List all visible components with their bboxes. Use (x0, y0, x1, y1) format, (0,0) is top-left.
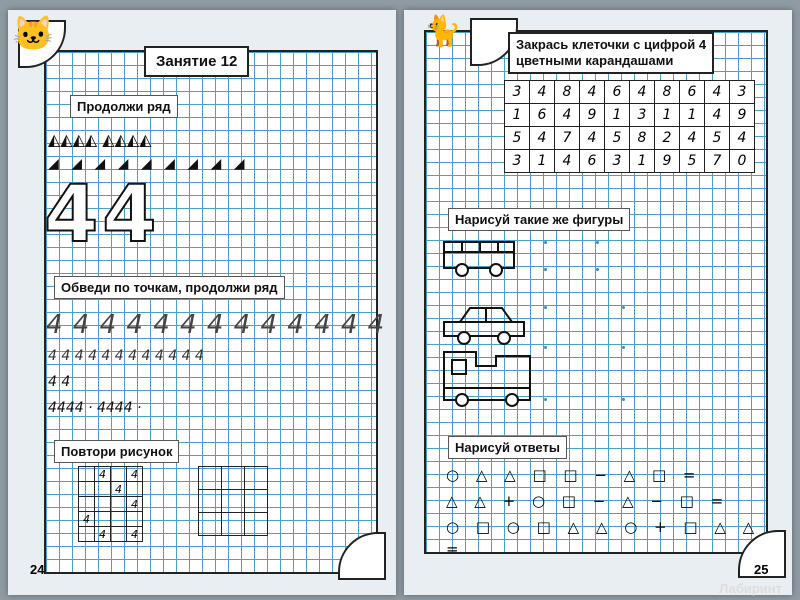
guide-dot (596, 268, 599, 271)
equation-row-3: ○ □ ○ □ △ △ ○ + □ △ △ (446, 518, 761, 536)
triangles-row-2: ◢ ◢ ◢ ◢ ◢ ◢ ◢ ◢ ◢ (48, 156, 249, 172)
task-draw-answers: Нарисуй ответы (448, 436, 567, 459)
trace-row-2: 4 4 4 4 4 4 4 4 4 4 4 4 (48, 348, 204, 364)
big-outline-digits: 44 (44, 170, 161, 260)
section-repeat-pattern: Повтори рисунок (54, 440, 179, 463)
task-draw-figures: Нарисуй такие же фигуры (448, 208, 630, 231)
table-row: 1 6 4 9 1 3 1 1 4 9 (505, 104, 755, 127)
left-page (8, 10, 396, 595)
pattern-grid-empty (198, 466, 268, 536)
table-row: 5 4 7 4 5 8 2 4 5 4 (505, 127, 755, 150)
kitten-icon-2: 🐈 (424, 15, 462, 48)
figures-drawing (440, 232, 560, 412)
right-page (404, 10, 792, 595)
trace-row-1: 4 4 4 4 4 4 4 4 4 4 4 4 4 (46, 310, 386, 340)
trace-row-3: 4 4 (48, 374, 71, 390)
equation-row-4: = (446, 540, 465, 558)
task-color-cells (508, 32, 714, 74)
pattern-grid-sample: 4 4 4 4 4 4 4 (78, 466, 143, 542)
guide-dot (622, 398, 625, 401)
guide-dot (544, 268, 547, 271)
section-continue-row: Продолжи ряд (70, 95, 178, 118)
number-table (504, 80, 755, 173)
equation-row-2: △ △ + ○ □ − △ − □ = (446, 492, 730, 510)
guide-dot (544, 306, 547, 309)
watermark: Лабиринт (719, 581, 782, 596)
task-color-cells-line-1: Закрась клеточки с цифрой 4 (516, 37, 707, 52)
table-row: 3 1 4 6 3 1 9 5 7 0 (505, 150, 755, 173)
triangles-row-1: ◭◭◭◭ ◭◭◭◭ (48, 130, 152, 149)
truck-figure (444, 352, 530, 406)
kitten-icon: 🐱 (12, 15, 55, 53)
guide-dot (544, 346, 547, 349)
page-number-left: 24 (30, 562, 45, 577)
guide-dot (622, 346, 625, 349)
guide-dot (544, 241, 547, 244)
guide-dot (596, 241, 599, 244)
section-trace-dots: Обведи по точкам, продолжи ряд (54, 276, 285, 299)
bus-figure (444, 242, 514, 276)
page-number-right: 25 (754, 562, 769, 577)
car-figure (444, 308, 524, 344)
trace-row-4: 4444 · 4444 · (48, 400, 142, 416)
table-row: 3 4 8 4 6 4 8 6 4 3 (505, 81, 755, 104)
task-color-cells-line-2: цветными карандашами (516, 53, 674, 68)
guide-dot (622, 306, 625, 309)
guide-dot (544, 398, 547, 401)
lesson-title: Занятие 12 (144, 46, 249, 77)
equation-row-1: ○ △ △ □ □ − △ □ = (446, 466, 702, 484)
